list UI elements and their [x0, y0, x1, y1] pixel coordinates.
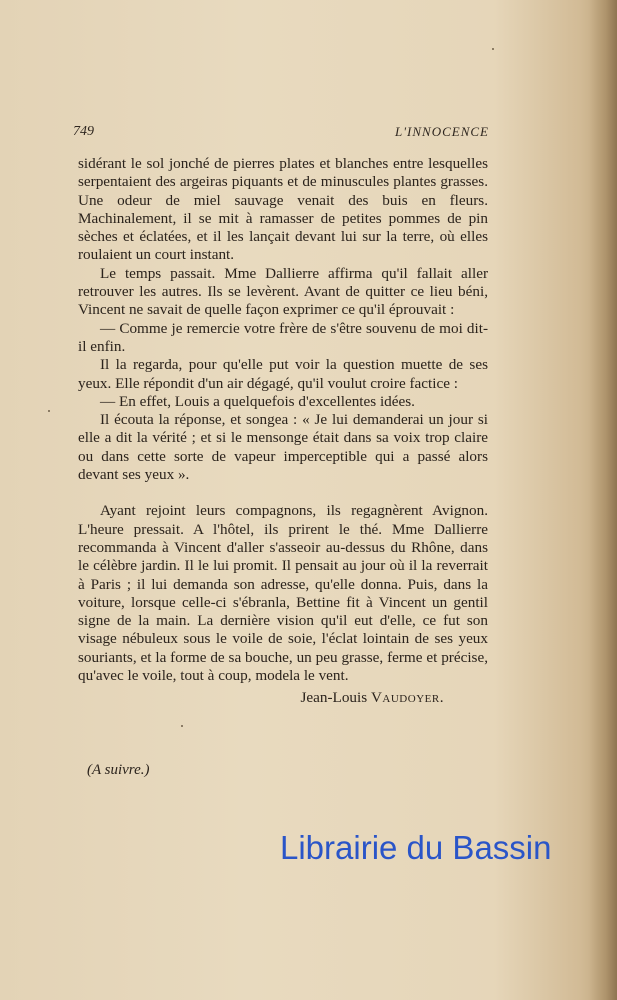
paragraph-2: Le temps passait. Mme Dallierre affirma qu'il fallait aller retrouver les autres. Ils se levèrent. Avant de quitter ce lieu béni, Vincent ne savait de quelle façon exprimer ce qu'il éprouvait :	[78, 264, 488, 319]
paragraph-6: Il écouta la réponse, et songea : « Je lui demanderai un jour si elle a dit la vérité ; et si le mensonge était dans sa voix trop claire ou dans cette sorte de vapeur imperceptible qui a passé alors devant ses yeux ».	[78, 411, 488, 484]
paragraph-5: — En effet, Louis a quelquefois d'excellentes idées.	[100, 392, 415, 410]
paper-speck	[48, 410, 50, 412]
running-head: L'INNOCENCE	[395, 124, 489, 139]
page-edge-shadow	[589, 0, 617, 1000]
paragraph-1: sidérant le sol jonché de pierres plates et blanches entre lesquelles serpentaient des argeiras piquants et de minuscules plantes grasses. Une odeur de miel sauvage venait des buis en fleurs. Machinalement, il se mit à ramasser de petites pommes de pin sèches et éclatées, et il les lançait devant lui sur la terre, où elles roulaient un court instant.	[78, 155, 488, 264]
watermark: Librairie du Bassin	[280, 829, 552, 866]
page-header	[73, 124, 489, 144]
paragraph-4: Il la regarda, pour qu'elle put voir la question muette de ses yeux. Elle répondit d'un air dégagé, qu'il voulut croire factice :	[78, 356, 488, 392]
paper-speck	[492, 48, 494, 50]
signature-first-name: Jean-Louis	[300, 689, 368, 707]
page-number: 749	[73, 124, 94, 139]
paragraph-3: — Comme je remercie votre frère de s'être souvenu de moi dit-il enfin.	[78, 319, 488, 355]
paragraph-7: Ayant rejoint leurs compagnons, ils regagnèrent Avignon. L'heure pressait. A l'hôtel, ils prirent le thé. Mme Dallierre recommanda à Vincent d'aller s'asseoir au-dessus du Rhône, dans le célèbre jardin. Il le lui promit. Il pensait au jour où il la reverrait à Paris ; il lui demanda son adresse, qu'elle donna. Puis, dans la voiture, lorsque celle-ci s'ébranla, Bettine fit à Vincent un gentil signe de la main. La dernière vision qu'il eut d'elle, ce fut son visage nébuleux sous le voile de soie, l'éclat lointain de ses yeux souriants, et la forme de sa bouche, un peu grasse, ferme et précise, qu'avec le voile, tout à coup, modela le vent.	[78, 502, 488, 685]
author-signature	[78, 689, 488, 707]
to-be-continued: (A suivre.)	[87, 762, 150, 778]
paper-speck	[181, 725, 183, 727]
signature-surname: Vaudoyer.	[370, 689, 444, 707]
body-text	[78, 155, 488, 708]
